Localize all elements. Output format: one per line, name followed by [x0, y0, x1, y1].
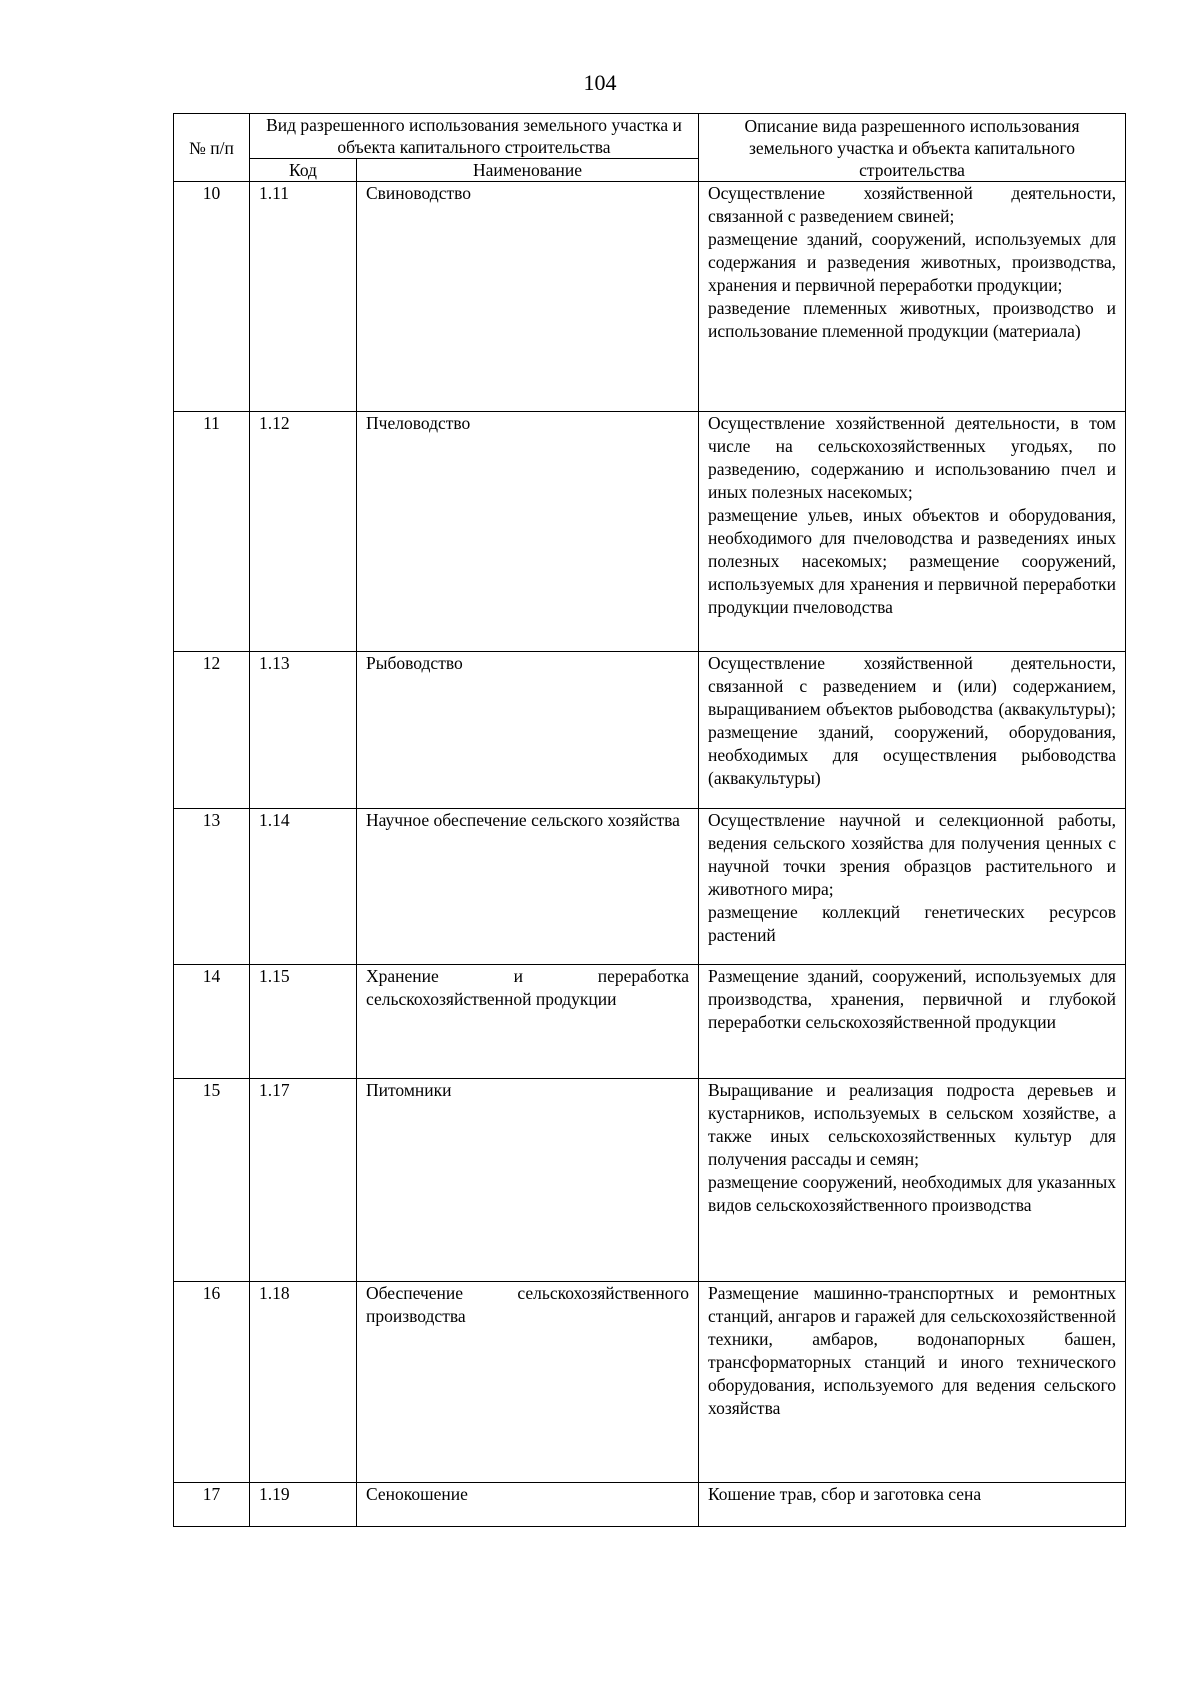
row-description — [699, 652, 1126, 809]
table-row — [174, 652, 1126, 809]
row-code: 1.17 — [250, 1079, 357, 1282]
row-description — [699, 1282, 1126, 1483]
table-header — [174, 114, 1126, 182]
table-row — [174, 1483, 1126, 1527]
row-code: 1.18 — [250, 1282, 357, 1483]
land-use-table — [173, 113, 1126, 1527]
table-row — [174, 965, 1126, 1079]
description-paragraph: размещение сооружений, необходимых для указанных видов сельскохозяйственного производства — [708, 1172, 1116, 1215]
row-description — [699, 412, 1126, 652]
description-paragraph: Осуществление хозяйственной деятельности, в том числе на сельскохозяйственных угодьях, по разведению, содержанию и использованию пчел и иных полезных насекомых; — [708, 413, 1116, 502]
row-number: 17 — [174, 1483, 250, 1527]
row-number: 10 — [174, 182, 250, 412]
row-code: 1.15 — [250, 965, 357, 1079]
description-paragraph: Кошение трав, сбор и заготовка сена — [708, 1484, 982, 1504]
row-code: 1.13 — [250, 652, 357, 809]
column-header-code: Код — [250, 159, 357, 182]
row-description — [699, 1483, 1126, 1527]
table-row — [174, 1079, 1126, 1282]
row-code: 1.11 — [250, 182, 357, 412]
column-header-name: Наименование — [357, 159, 699, 182]
row-number: 14 — [174, 965, 250, 1079]
description-paragraph: размещение коллекций генетических ресурсов растений — [708, 902, 1116, 945]
row-description — [699, 182, 1126, 412]
row-name: Рыбоводство — [357, 652, 699, 809]
description-paragraph: Осуществление хозяйственной деятельности, связанной с разведением и (или) содержанием, выращиванием объектов рыбоводства (аквакультуры); размещение зданий, сооружений, оборудования, необходимых для осуществления рыбоводства (аквакультуры) — [708, 653, 1116, 788]
row-number: 12 — [174, 652, 250, 809]
row-name: Свиноводство — [357, 182, 699, 412]
table-body — [174, 182, 1126, 1527]
description-paragraph: Размещение зданий, сооружений, используемых для производства, хранения, первичной и глубокой переработки сельскохозяйственной продукции — [708, 966, 1116, 1032]
column-header-number: № п/п — [174, 114, 250, 182]
column-header-description: Описание вида разрешенного использования земельного участка и объекта капитального строительства — [699, 114, 1126, 182]
description-paragraph: размещение ульев, иных объектов и оборудования, необходимого для пчеловодства и разведениях иных полезных насекомых; размещение сооружений, используемых для хранения и первичной переработки продукции пчеловодства — [708, 505, 1116, 617]
description-paragraph: Выращивание и реализация подроста деревьев и кустарников, используемых в сельском хозяйстве, а также иных сельскохозяйственных культур для получения рассады и семян; — [708, 1080, 1116, 1169]
row-description — [699, 1079, 1126, 1282]
row-name: Обеспечение сельскохозяйственного производства — [357, 1282, 699, 1483]
row-name: Пчеловодство — [357, 412, 699, 652]
row-number: 11 — [174, 412, 250, 652]
page-number: 104 — [583, 70, 617, 95]
column-group-header-use-type: Вид разрешенного использования земельного участка и объекта капитального строительства — [250, 114, 699, 159]
description-paragraph: размещение зданий, сооружений, используемых для содержания и разведения животных, производства, хранения и первичной переработки продукции; — [708, 229, 1116, 295]
row-name: Научное обеспечение сельского хозяйства — [357, 809, 699, 965]
row-name: Сенокошение — [357, 1483, 699, 1527]
row-name: Питомники — [357, 1079, 699, 1282]
table-row — [174, 412, 1126, 652]
row-description — [699, 965, 1126, 1079]
description-paragraph: Осуществление хозяйственной деятельности, связанной с разведением свиней; — [708, 183, 1116, 226]
row-number: 13 — [174, 809, 250, 965]
table-row — [174, 182, 1126, 412]
row-code: 1.14 — [250, 809, 357, 965]
row-code: 1.12 — [250, 412, 357, 652]
row-name: Хранение и переработка сельскохозяйственной продукции — [357, 965, 699, 1079]
row-code: 1.19 — [250, 1483, 357, 1527]
description-paragraph: Осуществление научной и селекционной работы, ведения сельского хозяйства для получения ценных с научной точки зрения образцов растительного и животного мира; — [708, 810, 1116, 899]
description-paragraph: разведение племенных животных, производство и использование племенной продукции (материала) — [708, 298, 1116, 341]
table-row — [174, 809, 1126, 965]
row-description — [699, 809, 1126, 965]
row-number: 15 — [174, 1079, 250, 1282]
description-paragraph: Размещение машинно-транспортных и ремонтных станций, ангаров и гаражей для сельскохозяйственной техники, амбаров, водонапорных башен, трансформаторных станций и иного технического оборудования, используемого для ведения сельского хозяйства — [708, 1283, 1116, 1418]
table-row — [174, 1282, 1126, 1483]
row-number: 16 — [174, 1282, 250, 1483]
